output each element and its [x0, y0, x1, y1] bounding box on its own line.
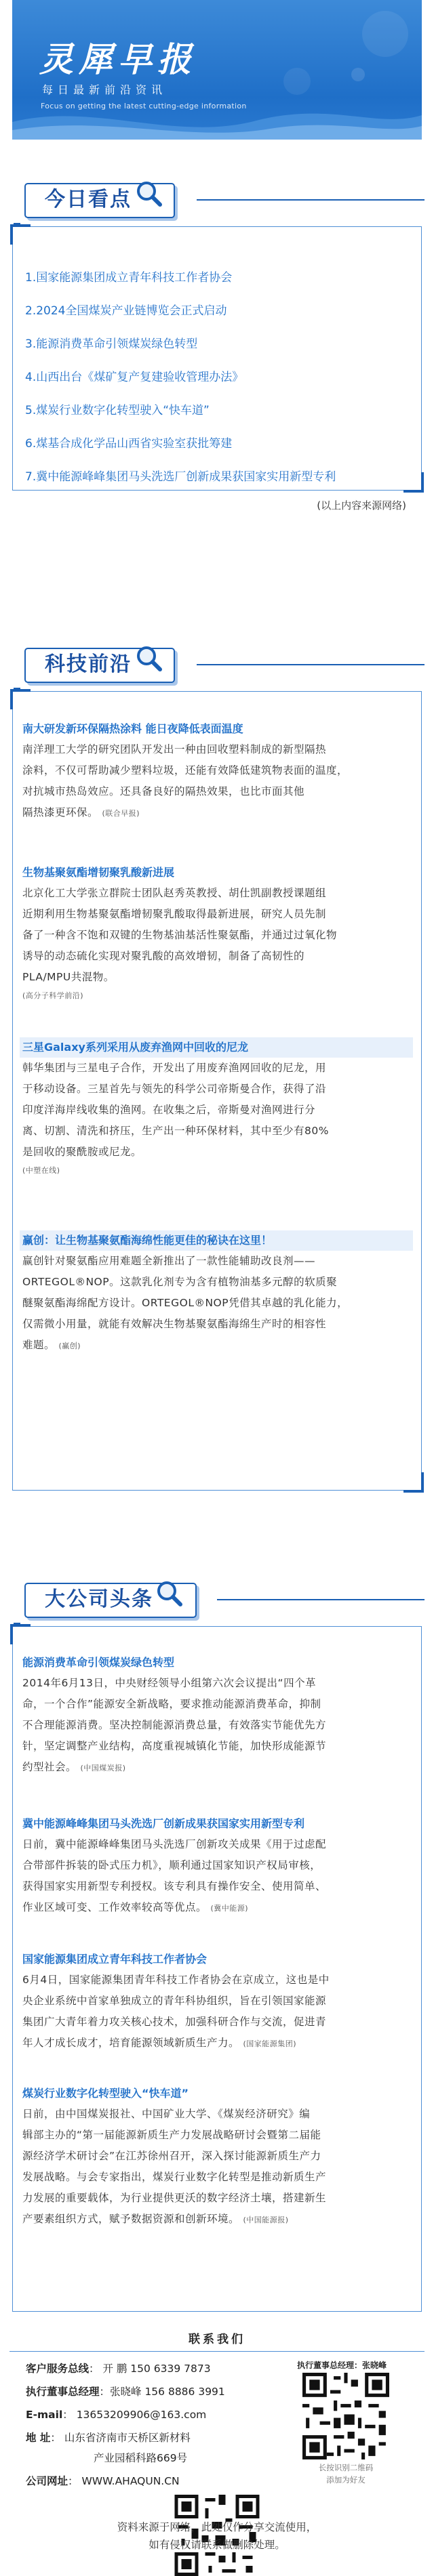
contact-divider	[9, 2351, 425, 2352]
news-line: 源经济学术研讨会”在江苏徐州召开，深入探讨能源新质生产力	[22, 2150, 321, 2162]
banner-title: 灵犀早报	[39, 39, 197, 79]
news-item	[22, 863, 413, 1004]
news-item	[22, 1230, 413, 1356]
news-line: 仅需微小用量，就能有效解决生物基聚氨酯海绵生产时的相容性	[22, 1318, 327, 1330]
news-title[interactable]: 三星Galaxy系列采用从废弃渔网中回收的尼龙	[20, 1037, 413, 1058]
news-item	[22, 2083, 413, 2230]
news-source: (中国能源报)	[243, 2216, 289, 2224]
contact-label: 客户服务总线	[26, 2363, 90, 2375]
corner-decoration	[10, 224, 31, 245]
news-source: (赢创)	[58, 1342, 81, 1350]
news-line: 对抗城市热岛效应。还具备良好的隔热效果，也比市面其他	[22, 785, 305, 797]
news-line: 近期利用生物基聚氨酯增韧聚乳酸取得最新进展，研究人员先制	[22, 908, 327, 920]
qr-label: 执行董事总经理：张晓峰	[297, 2361, 387, 2370]
footer-disclaimer-line1: 资料来源于网络，此处仅作分享交流使用，	[117, 2521, 317, 2533]
news-item	[22, 719, 413, 824]
corner-decoration	[10, 689, 31, 709]
footer-disclaimer-line2: 如有侵权请联系做删除处理。	[149, 2539, 285, 2551]
news-line: 集团广大青年着力攻关核心技术，加强科研合作与交流，促进青	[22, 2016, 327, 2028]
news-line: 辑部主办的“第一届能源新质生产力发展战略研讨会暨第二届能	[22, 2129, 321, 2141]
magnifier-icon	[134, 644, 164, 673]
news-line: 针，坚定调整产业结构，高度重视城镇化节能，加快形成能源节	[22, 1740, 327, 1752]
news-source: (冀中能源)	[210, 1904, 249, 1913]
news-line: 日前，冀中能源峰峰集团马头洗选厂创新攻关成果《用于过虑配	[22, 1838, 327, 1850]
toc-source-note: (以上内容来源网络)	[317, 499, 406, 512]
news-line: 赢创针对聚氨酯应用难题全新推出了一款性能辅助改良剂——	[22, 1255, 316, 1267]
contact-value[interactable]: ：张晓峰 156 8886 3991	[99, 2386, 225, 2398]
corner-decoration	[403, 472, 424, 493]
section-title: 科技前沿	[45, 652, 132, 676]
news-line: 央企业系统中首家单独成立的青年科协组织，旨在引领国家能源	[22, 1995, 327, 2007]
official-account-qr-code[interactable]	[171, 2495, 263, 2576]
news-line: 作业区域可变、工作效率较高等优点。	[22, 1901, 208, 1913]
news-source: (国家能源集团)	[243, 2039, 297, 2048]
news-line: PLA/MPU共混物。	[22, 971, 115, 983]
news-line: 南洋理工大学的研究团队开发出一种由回收塑料制成的新型隔热	[22, 743, 327, 755]
news-item	[22, 1814, 413, 1919]
news-line: 难题。	[22, 1339, 56, 1351]
toc-item-7[interactable]: 7.冀中能源峰峰集团马头洗选厂创新成果获国家实用新型专利	[25, 470, 336, 484]
qr-caption: 长按识别二维码	[318, 2463, 374, 2472]
news-line: 产要素组织方式，赋予数据资源和创新环境。	[22, 2213, 240, 2225]
contact-label: 公司网址	[26, 2475, 68, 2487]
toc-item-5[interactable]: 5.煤炭行业数字化转型驶入“快车道”	[25, 404, 210, 417]
news-line: 发展战略。与会专家指出，煤炭行业数字化转型是推动新质生产	[22, 2171, 327, 2183]
contact-editor	[26, 2384, 225, 2398]
news-line: 涂料，不仅可帮助减少塑料垃圾，还能有效降低建筑物表面的温度，	[22, 764, 349, 776]
section-rule	[217, 1599, 425, 1600]
section-rule	[197, 199, 425, 201]
contact-value[interactable]: ： 开 鹏 150 6339 7873	[89, 2363, 211, 2375]
wechat-qr-code[interactable]	[302, 2373, 389, 2459]
toc-item-6[interactable]: 6.煤基合成化学品山西省实验室获批筹建	[25, 437, 233, 451]
magnifier-icon	[155, 1579, 184, 1608]
corner-decoration	[10, 1624, 31, 1644]
banner-english-subtitle: Focus on getting the latest cutting-edge information	[41, 102, 247, 110]
section-title: 今日看点	[45, 188, 132, 211]
news-item	[22, 1653, 413, 1779]
news-item	[22, 1949, 413, 2054]
news-title[interactable]: 能源消费革命引领煤炭绿色转型	[22, 1656, 175, 1669]
news-line: 命，一个合作”能源安全新战略，要求推动能源消费革命，抑制	[22, 1698, 321, 1710]
news-source: (高分子科学前沿)	[22, 991, 84, 1000]
contact-address-line2: 产业园稻科路669号	[94, 2452, 188, 2464]
news-line: 备了一种含不饱和双键的生物基油基活性聚氨酯，并通过过氧化物	[22, 929, 338, 941]
toc-box	[12, 226, 422, 512]
news-line: 韩华集团与三星电子合作，开发出了用废弃渔网回收的尼龙，用	[22, 1062, 327, 1074]
news-title[interactable]: 冀中能源峰峰集团马头洗选厂创新成果获国家实用新型专利	[22, 1817, 305, 1830]
news-title[interactable]: 国家能源集团成立青年科技工作者协会	[22, 1953, 208, 1966]
news-item	[22, 1037, 413, 1179]
section-header-tech	[0, 644, 434, 684]
news-line: ORTEGOL®NOP。这款乳化剂专为含有植物油基多元醇的软质聚	[22, 1276, 338, 1288]
news-source: (中国煤炭报)	[80, 1764, 126, 1772]
corner-decoration	[403, 1472, 424, 1493]
news-line: 力发展的重要载体，为行业提供更沃的数字经济土壤，搭建新生	[22, 2192, 327, 2204]
company-news-box	[12, 1626, 422, 2312]
bubble-decoration	[256, 7, 419, 102]
contact-value: ： 山东省济南市天桥区新材料	[50, 2432, 191, 2444]
qr-caption: 添加为好友	[326, 2475, 366, 2485]
section-header-today	[0, 179, 434, 220]
contact-value[interactable]: ： WWW.AHAQUN.CN	[68, 2475, 180, 2487]
section-rule	[197, 664, 425, 665]
contact-email	[26, 2407, 206, 2422]
contact-address	[26, 2430, 191, 2445]
news-line: 日前，由中国煤炭报社、中国矿业大学、《煤炭经济研究》编	[22, 2108, 311, 2120]
news-line: 6月4日，国家能源集团青年科技工作者协会在京成立，这也是中	[22, 1974, 330, 1986]
toc-item-3[interactable]: 3.能源消费革命引领煤炭绿色转型	[25, 337, 198, 351]
magnifier-icon	[134, 179, 164, 209]
tech-news-box	[12, 691, 422, 1491]
news-title[interactable]: 生物基聚氨酯增韧聚乳酸新进展	[22, 866, 175, 879]
news-line: 2014年6月13日，中央财经领导小组第六次会议提出“四个革	[22, 1677, 317, 1689]
news-source: (联合早报)	[102, 809, 140, 818]
contact-value[interactable]: ： 13653209906@163.com	[62, 2409, 207, 2421]
news-line: 北京化工大学张立群院士团队赵秀英教授、胡仕凯副教授课题组	[22, 887, 327, 899]
news-line: 隔热漆更环保。	[22, 806, 99, 818]
section-header-company	[0, 1579, 434, 1619]
news-line: 约型社会。	[22, 1761, 77, 1773]
news-line: 不合理能源消费。坚决控制能源消费总量，有效落实节能优先方	[22, 1719, 327, 1731]
contact-label: 地 址	[26, 2432, 51, 2444]
news-title[interactable]: 赢创：让生物基聚氨酯海绵性能更佳的秘诀在这里！	[20, 1230, 413, 1251]
toc-item-4[interactable]: 4.山西出台《煤矿复产复建验收管理办法》	[25, 371, 244, 384]
header-banner	[12, 0, 422, 140]
news-line: 获得国家实用新型专利授权。该专利具有操作安全、使用简单、	[22, 1880, 327, 1892]
news-line: 年人才成长成才，培育能源领域新质生产力。	[22, 2037, 240, 2049]
news-line: 印度洋海岸线收集的渔网。在收集之后，帝斯曼对渔网进行分	[22, 1104, 316, 1116]
news-line: 于移动设备。三星首先与领先的科学公司帝斯曼合作，获得了沿	[22, 1083, 327, 1095]
toc-item-1[interactable]: 1.国家能源集团成立青年科技工作者协会	[25, 271, 233, 285]
contact-title: 联系我们	[189, 2333, 245, 2346]
contact-website	[26, 2473, 180, 2488]
contact-service	[26, 2361, 211, 2375]
news-line: 离、切割、清洗和挤压，生产出一种环保材料，其中至少有80%	[22, 1125, 329, 1137]
banner-subtitle: 每日最新前沿资讯	[42, 83, 167, 96]
news-line: 醚聚氨酯海绵配方设计。ORTEGOL®NOP凭借其卓越的乳化能力，	[22, 1297, 349, 1309]
news-title[interactable]: 煤炭行业数字化转型驶入“快车道”	[22, 2087, 189, 2100]
news-line: 合带部件拆装的卧式压力机》，顺利通过国家知识产权局审核，	[22, 1859, 321, 1871]
news-source: (中塑在线)	[22, 1166, 60, 1175]
contact-label: 执行董事总经理	[26, 2386, 100, 2398]
news-line: 诱导的动态硫化实现对聚乳酸的高效增韧，制备了高韧性的	[22, 950, 305, 962]
toc-item-2[interactable]: 2.2024全国煤炭产业链博览会正式启动	[25, 304, 227, 318]
section-title: 大公司头条	[45, 1587, 153, 1611]
news-line: 是回收的聚酰胺或尼龙。	[22, 1146, 142, 1158]
news-title[interactable]: 南大研发新环保隔热涂料 能日夜降低表面温度	[22, 722, 243, 735]
contact-label: E-mail	[26, 2409, 63, 2421]
